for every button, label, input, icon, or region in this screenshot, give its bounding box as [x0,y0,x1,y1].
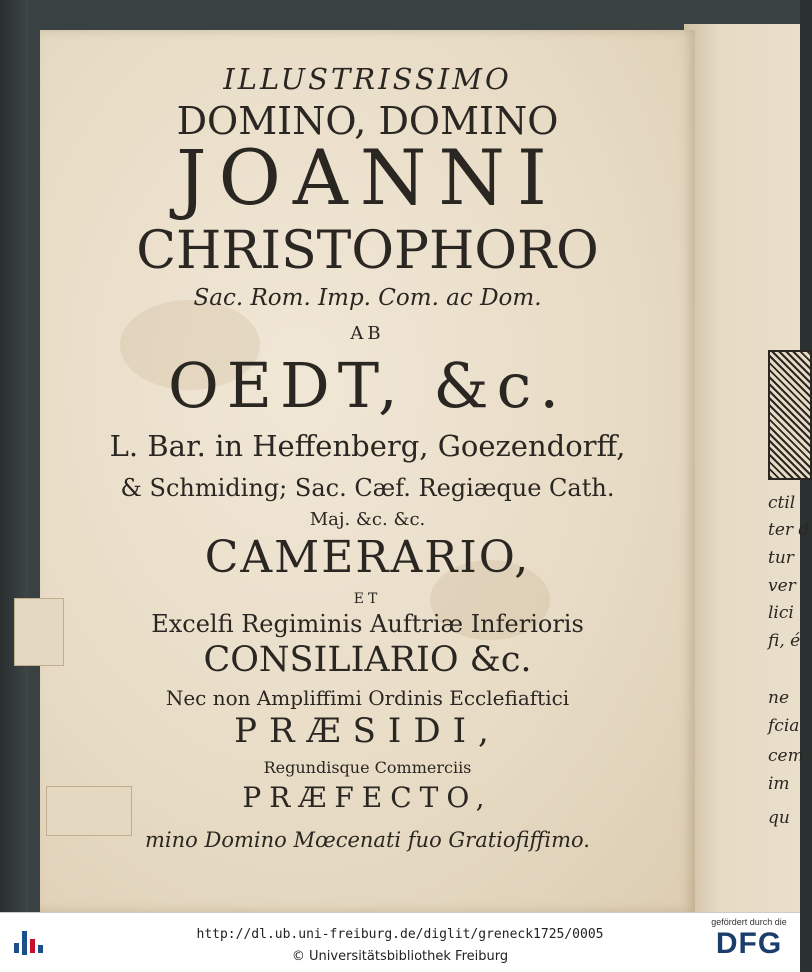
title-line-7: OEDT, &c. [167,349,568,422]
title-line-19: mino Domino Mœcenati fuo Gratiofiffimo. [145,828,590,852]
right-fragment: tur [768,548,794,568]
right-fragment: ter d [768,520,810,540]
title-line-5: Sac. Rom. Imp. Com. ac Dom. [193,285,542,311]
title-line-3: JOANNI [176,133,559,222]
dfg-wordmark: DFG [715,927,783,960]
right-fragment: ctil [768,493,796,513]
right-fragment: im [768,774,790,794]
title-line-12: ET [353,591,382,607]
viewer-footer [0,912,800,972]
dfg-logo [706,917,792,969]
book-spine [0,0,28,912]
title-line-10: Maj. &c. &c. [309,509,426,530]
right-fragment: fcia [768,716,800,736]
title-line-11: CAMERARIO, [204,532,531,583]
title-line-13: Excelfi Regiminis Auftriæ Inferioris [151,610,584,638]
title-line-8: L. Bar. in Heffenberg, Goezendorff, [109,429,626,463]
title-line-14: CONSILIARIO &c. [203,640,532,680]
title-line-2: DOMINO, DOMINO [176,99,559,143]
title-line-17: Regundisque Commerciis [263,758,472,777]
title-line-1: ILLUSTRISSIMO [223,62,512,96]
title-line-18: PRÆFECTO, [242,781,493,814]
title-line-4: CHRISTOPHORO [136,221,599,281]
right-fragment: ne [768,688,790,708]
decorative-initial-ornament [768,350,812,480]
right-fragment: lici [768,603,794,623]
title-line-16: PRÆSIDI, [234,711,501,751]
right-fragment: qu [768,808,790,828]
title-line-6: AB [350,323,385,344]
copyright-credit: © Universitätsbibliothek Freiburg [291,949,509,964]
title-line-9: & Schmiding; Sac. Cæf. Regiæque Cath. [120,474,615,502]
right-fragment: cem [768,746,804,766]
permalink-url[interactable]: http://dl.ub.uni-freiburg.de/diglit/greneck1725/0005 [196,927,604,942]
title-line-15: Nec non Ampliffimi Ordinis Ecclefiaftici [165,686,570,710]
right-fragment: fi, é [768,631,801,651]
dfg-tagline: gefördert durch die [711,917,787,927]
right-fragment: ver [768,576,796,596]
